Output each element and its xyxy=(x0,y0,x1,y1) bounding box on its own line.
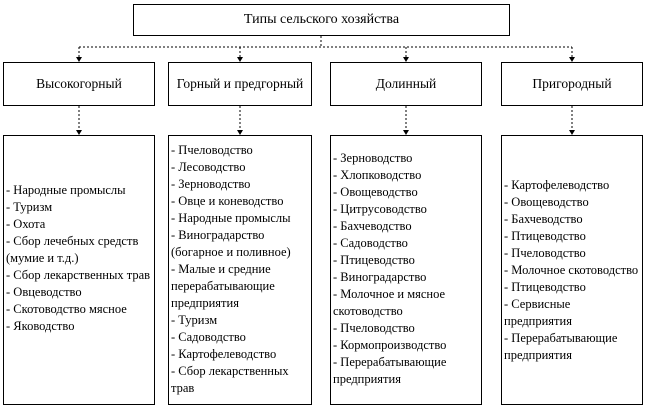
list-item: - Бахчеводство xyxy=(504,212,583,226)
heading-valley: Долинный xyxy=(375,76,437,91)
list-item: - Сервисные предприятия xyxy=(504,297,572,328)
list-item: - Народные промыслы xyxy=(6,183,126,197)
list-item: - Пчеловодство xyxy=(171,143,253,157)
diagram-title-box xyxy=(133,4,510,36)
heading-highland: Высокогорный xyxy=(36,76,122,91)
list-item: - Пчеловодство xyxy=(333,321,415,335)
heading-mountain: Горный и предгорный xyxy=(176,76,304,91)
list-box-suburban xyxy=(501,135,643,405)
list-item: - Малые и средние перерабатывающие предприятия xyxy=(171,262,275,310)
heading-box-highland xyxy=(3,62,155,106)
list-item: - Сбор лекарственных трав xyxy=(6,268,151,282)
list-item: - Туризм xyxy=(171,313,218,327)
list-mountain xyxy=(171,142,308,397)
list-item: - Птицеводство xyxy=(504,229,586,243)
list-item: - Кормопроизводство xyxy=(333,338,447,352)
list-item: - Овощеводство xyxy=(333,185,418,199)
list-item: - Сбор лечебных средств (мумие и т.д.) xyxy=(6,234,139,265)
heading-box-suburban xyxy=(501,62,643,106)
list-item: - Яководство xyxy=(6,319,75,333)
list-item: - Картофелеводство xyxy=(504,178,610,192)
list-item: - Лесоводство xyxy=(171,160,246,174)
list-valley xyxy=(333,150,478,388)
list-item: - Овощеводство xyxy=(504,195,589,209)
list-item: - Охота xyxy=(6,217,46,231)
list-item: - Виноградарство xyxy=(333,270,427,284)
list-box-highland xyxy=(3,135,155,405)
heading-suburban: Пригородный xyxy=(532,76,612,91)
list-item: - Садоводство xyxy=(333,236,408,250)
heading-box-valley xyxy=(330,62,482,106)
list-item: - Пчеловодство xyxy=(504,246,586,260)
heading-box-mountain xyxy=(168,62,312,106)
list-item: - Садоводство xyxy=(171,330,246,344)
list-item: - Зерноводство xyxy=(333,151,413,165)
list-item: - Перерабатывающие предприятия xyxy=(333,355,447,386)
list-item: - Народные промыслы xyxy=(171,211,291,225)
list-item: - Овце и коневодство xyxy=(171,194,284,208)
list-box-mountain xyxy=(168,135,312,405)
list-suburban xyxy=(504,177,639,364)
list-item: - Виноградарство (богарное и поливное) xyxy=(171,228,291,259)
list-item: - Цитрусоводство xyxy=(333,202,427,216)
list-item: - Перерабатывающие предприятия xyxy=(504,331,618,362)
list-item: - Молочное скотоводство xyxy=(504,263,639,277)
list-item: - Скотоводство мясное xyxy=(6,302,127,316)
list-item: - Хлопководство xyxy=(333,168,422,182)
list-item: - Овцеводство xyxy=(6,285,82,299)
list-item: - Молочное и мясное скотоводство xyxy=(333,287,446,318)
list-highland xyxy=(6,182,151,335)
list-box-valley xyxy=(330,135,482,405)
list-item: - Зерноводство xyxy=(171,177,251,191)
list-item: - Бахчеводство xyxy=(333,219,412,233)
list-item: - Птицеводство xyxy=(504,280,586,294)
list-item: - Сбор лекарственных трав xyxy=(171,364,289,395)
list-item: - Птицеводство xyxy=(333,253,415,267)
list-item: - Туризм xyxy=(6,200,53,214)
diagram-title: Типы сельского хозяйства xyxy=(243,12,400,27)
list-item: - Картофелеводство xyxy=(171,347,277,361)
